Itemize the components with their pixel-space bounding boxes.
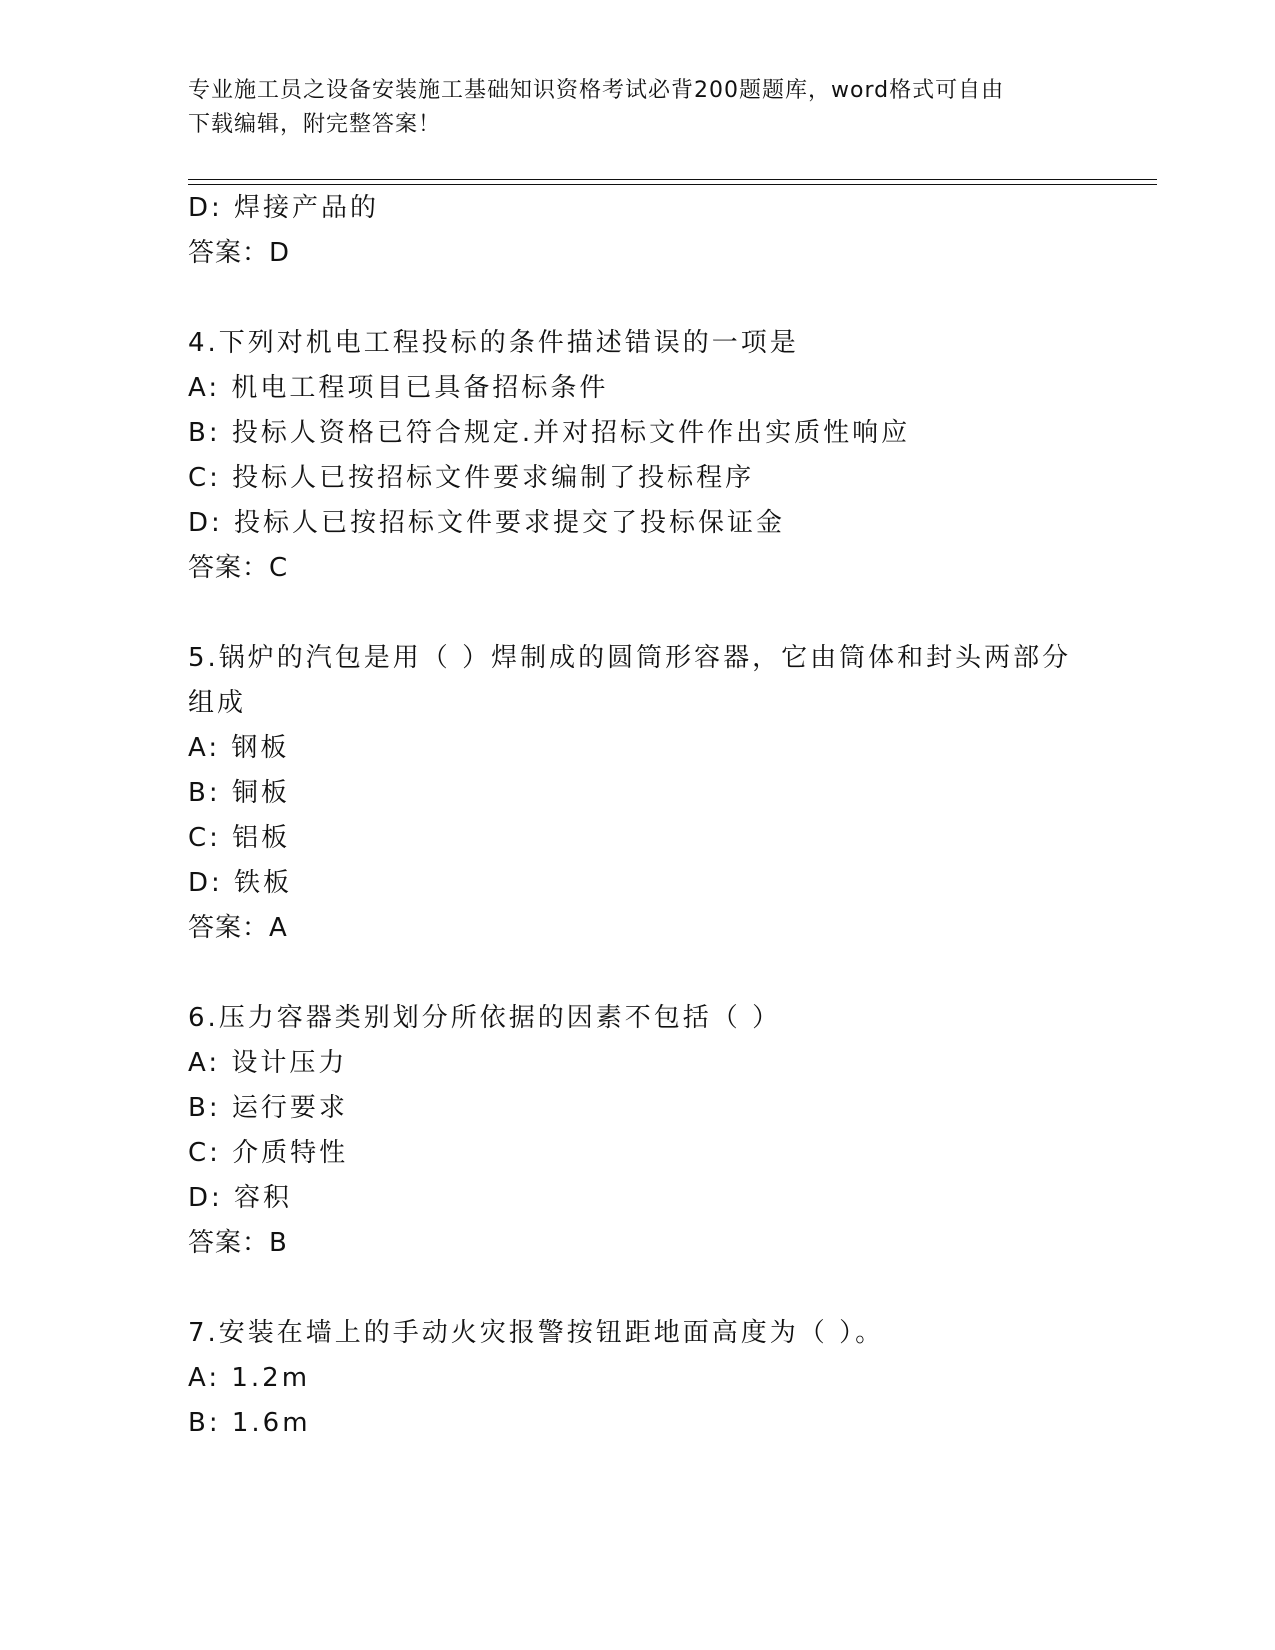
q5-option-a: A: 钢板 (188, 733, 290, 763)
q4-question: 4.下列对机电工程投标的条件描述错误的一项是 (188, 328, 799, 358)
q7-option-a: A: 1.2m (188, 1363, 311, 1393)
q6-answer: 答案：B (188, 1228, 288, 1258)
q5-option-b: B: 铜板 (188, 778, 290, 808)
q6-option-d: D: 容积 (188, 1183, 293, 1213)
q4-option-a: A: 机电工程项目已具备招标条件 (188, 373, 609, 403)
q4-option-d: D: 投标人已按招标文件要求提交了投标保证金 (188, 508, 786, 538)
q6-option-b: B: 运行要求 (188, 1093, 348, 1123)
q4-answer: 答案：C (188, 553, 289, 583)
q3-option-d: D: 焊接产品的 (188, 193, 380, 223)
q7-question: 7.安装在墙上的手动火灾报警按钮距地面高度为（ ）。 (188, 1318, 885, 1348)
q6-option-c: C: 介质特性 (188, 1138, 349, 1168)
header-title-line2: 下载编辑，附完整答案！ (188, 112, 442, 137)
q5-option-d: D: 铁板 (188, 868, 293, 898)
q7-option-b: B: 1.6m (188, 1408, 311, 1438)
q4-option-b: B: 投标人资格已符合规定.并对招标文件作出实质性响应 (188, 418, 911, 448)
q6-question: 6.压力容器类别划分所依据的因素不包括（ ） (188, 1003, 782, 1033)
header-title-line1: 专业施工员之设备安装施工基础知识资格考试必背200题题库，word格式可自由 (188, 78, 1005, 103)
q6-option-a: A: 设计压力 (188, 1048, 348, 1078)
q5-question-line2: 组成 (188, 688, 247, 718)
header-rule-bottom (188, 184, 1157, 185)
q4-option-c: C: 投标人已按招标文件要求编制了投标程序 (188, 463, 755, 493)
document-header (188, 74, 1068, 142)
header-rule-top (188, 179, 1157, 180)
q5-question-line1: 5.锅炉的汽包是用（ ）焊制成的圆筒形容器，它由筒体和封头两部分 (188, 643, 1072, 673)
q3-answer: 答案：D (188, 238, 291, 268)
q5-option-c: C: 铝板 (188, 823, 291, 853)
q5-answer: 答案：A (188, 913, 288, 943)
